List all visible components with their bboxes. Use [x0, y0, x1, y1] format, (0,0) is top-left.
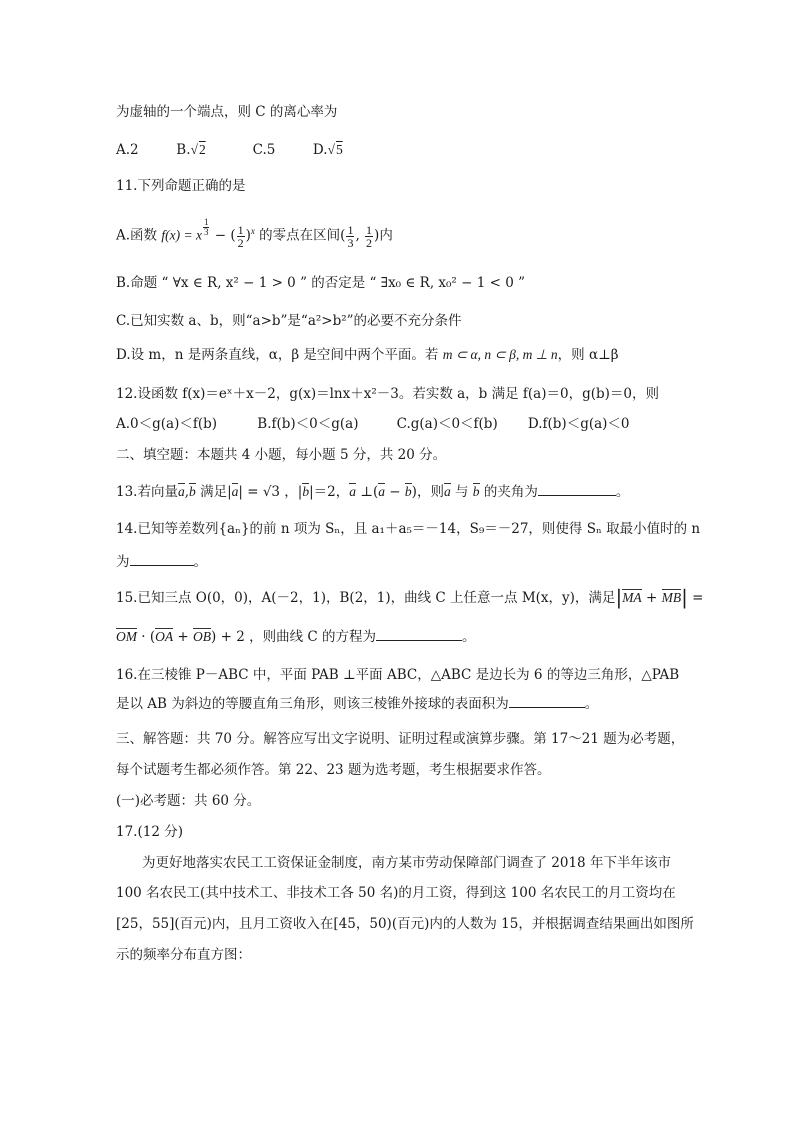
q15-line-2	[116, 627, 476, 647]
q11-a-int2-num: 1	[366, 222, 373, 237]
q16-prefix: 是以 AB 为斜边的等腰直角三角形，则该三棱锥外接球的表面积为	[116, 696, 509, 712]
q16-answer-blank[interactable]	[509, 695, 585, 708]
q10-option-d-radicand: 5	[335, 142, 343, 157]
q12-option-c: C.g(a)＜0＜f(b)	[396, 416, 498, 432]
section-3-line-2: 每个试题考生都必须作答。第 22、23 题为选考题，考生根据要求作答。	[116, 762, 551, 778]
section-2-heading: 二、填空题：本题共 4 小题，每小题 5 分，共 20 分。	[116, 447, 447, 463]
q13-vector-b-4: b	[473, 482, 480, 502]
q17-paragraph-line-2: 100 名农民工(其中技术工、非技术工各 50 名)的月工资，得到这 100 名农民工的月工资均在	[116, 885, 676, 901]
q11-a-half-frac	[237, 224, 245, 249]
q13-minus: −	[385, 484, 405, 500]
q13-vector-a-4: a	[378, 482, 385, 502]
q13-text-5: )，则	[411, 484, 444, 500]
q13-comma: ,	[184, 484, 190, 500]
q10-option-d-sqrt: √5	[328, 140, 343, 160]
q11-a-exp-num: 1	[203, 217, 209, 227]
q11-a-power-x: x	[250, 226, 255, 236]
q13-end: 的夹角为	[479, 484, 538, 500]
q11-d-prefix: D.设 m，n 是两条直线，α，β 是空间中两个平面。若	[116, 347, 443, 363]
q11-a-end: )内	[374, 227, 393, 244]
q14-period: 。	[193, 554, 207, 570]
q13-with: 与	[450, 484, 473, 500]
q15-plus: +	[641, 590, 662, 606]
q11-a-close: )	[245, 227, 251, 244]
q13-answer-blank[interactable]	[538, 483, 616, 496]
q17-paragraph-line-3: [25，55](百元)内，且月工资收入在[45，50)(百元)内的人数为 15，并根据调查结果画出如图所	[116, 916, 694, 932]
q12-stem: 12.设函数 f(x)＝eˣ＋x－2，g(x)＝lnx＋x²－3。若实数 a，b 满足 f(a)＝0，g(b)＝0，则	[116, 386, 659, 402]
q11-a-prefix: A.函数	[116, 227, 162, 244]
q13	[116, 482, 629, 502]
q13-vector-a-3: a	[349, 482, 356, 502]
q15-period: 。	[462, 629, 476, 645]
q14-answer-blank[interactable]	[130, 553, 194, 566]
q11-d-math: m ⊂ α, n ⊂ β, m ⊥ n	[442, 347, 558, 362]
q13-period: 。	[615, 484, 630, 500]
q15-plus-2: +	[173, 629, 194, 645]
q11-a-int1-den: 3	[347, 235, 354, 250]
q10-stem-tail	[116, 102, 337, 122]
q16-period: 。	[584, 696, 599, 712]
q11-a-half-num: 1	[237, 222, 244, 237]
q11-a-exp-den: 3	[203, 227, 209, 237]
q11-a-mid: 的零点在区间(	[254, 227, 346, 244]
q10-option-a: A.2	[116, 142, 139, 158]
q11-a-int2-den: 2	[366, 235, 373, 250]
q11-option-d	[116, 345, 619, 365]
section-3-line-1: 三、解答题：共 70 分。解答应写出文字说明、证明过程或演算步骤。第 17～21 题为必考题，	[116, 731, 685, 747]
q13-vector-a-5: a	[444, 482, 451, 502]
q12-option-b: B.f(b)＜0＜g(a)	[257, 416, 359, 432]
q14-prefix: 为	[116, 554, 130, 570]
q15-vector-ma: MA	[622, 588, 642, 608]
q11-a-function: f(x) = x	[161, 227, 202, 243]
q10-option-c: C.5	[252, 142, 276, 158]
q14-line-1: 14.已知等差数列{aₙ}的前 n 项为 Sₙ，且 a₁＋a₅＝－14，S₉＝－27，则使得 Sₙ 取最小值时的 n	[116, 521, 701, 537]
q15-vector-mb: MB	[662, 588, 682, 608]
q13-text-2: | = √3 ，|	[238, 484, 303, 500]
q13-vector-a-2: a	[232, 482, 239, 502]
q16-line-1: 16.在三棱锥 P－ABC 中，平面 PAB ⊥平面 ABC，△ABC 是边长为 6 的等边三角形，△PAB	[116, 667, 680, 683]
q17-paragraph-line-4: 示的频率分布直方图：	[116, 947, 251, 963]
q13-text-4: ⊥(	[356, 484, 379, 500]
q11-a-exponent	[202, 217, 211, 237]
q11-stem: 11.下列命题正确的是	[116, 178, 246, 194]
q10-option-b-sqrt: √2	[191, 140, 206, 160]
q10-options	[116, 140, 343, 160]
q10-option-d-label: D.	[312, 142, 328, 158]
q10-tail-text: 为虚轴的一个端点，则 C 的离心率为	[116, 104, 338, 120]
q15-dot: · (	[137, 629, 156, 645]
q15-answer-blank[interactable]	[376, 628, 462, 641]
q15-abs-right: |	[681, 585, 688, 609]
q15-tail: ) + 2 ，则曲线 C 的方程为	[211, 629, 376, 645]
q11-a-half-den: 2	[237, 235, 244, 250]
q11-a-minus: − (	[210, 227, 236, 244]
q11-d-end: ，则 α⊥β	[557, 347, 619, 363]
q12-option-a: A.0＜g(a)＜f(b)	[116, 416, 218, 432]
q17-paragraph-line-1: 为更好地落实农民工工资保证金制度，南方某市劳动保障部门调查了 2018 年下半年该市	[142, 855, 671, 871]
q13-vector-b: b	[189, 482, 196, 502]
q15-abs-left: |	[615, 585, 623, 609]
q10-option-d	[313, 140, 343, 160]
q15-line-1	[116, 587, 703, 608]
q15-prefix: 15.已知三点 O(0，0)，A(－2，1)，B(2，1)，曲线 C 上任意一点 M(x，y)，满足	[116, 590, 616, 606]
q13-vector-a: a	[178, 482, 185, 502]
q11-option-c: C.已知实数 a、b，则“a>b”是“a²>b²”的必要不充分条件	[116, 313, 462, 329]
q11-a-int2-frac	[365, 224, 373, 249]
q12-option-d: D.f(b)＜g(a)＜0	[527, 416, 630, 432]
q15-vector-ob: OB	[193, 627, 211, 647]
q16-line-2	[116, 694, 598, 714]
q11-a-exp-frac	[203, 218, 210, 237]
q11-a-int1-frac	[346, 224, 354, 249]
q11-a-comma: ,	[355, 227, 365, 244]
q13-prefix: 13.若向量	[116, 484, 178, 500]
q10-option-b-radicand: 2	[198, 142, 206, 157]
q11-option-b: B.命题 “ ∀x ∈ R, x² − 1 > 0 ” 的否定是 “ ∃x₀ ∈ R, x₀² − 1 < 0 ”	[116, 275, 526, 291]
q12-options	[116, 414, 630, 434]
q14-line-2	[116, 552, 207, 572]
q13-vector-b-2: b	[302, 482, 309, 502]
q13-text-3: |＝2，	[309, 484, 350, 500]
q15-vector-om: OM	[116, 627, 137, 647]
q17-heading: 17.(12 分)	[116, 824, 183, 840]
q11-a-int1-num: 1	[347, 222, 354, 237]
q15-equals: =	[687, 590, 704, 606]
q10-option-b	[176, 140, 248, 160]
q13-vector-b-3: b	[405, 482, 412, 502]
q11-option-a	[116, 216, 393, 251]
q10-option-b-label: B.	[176, 142, 191, 158]
q13-text-1: 满足|	[195, 484, 232, 500]
q15-vector-oa: OA	[155, 627, 173, 647]
required-heading: (一)必考题：共 60 分。	[116, 793, 261, 809]
